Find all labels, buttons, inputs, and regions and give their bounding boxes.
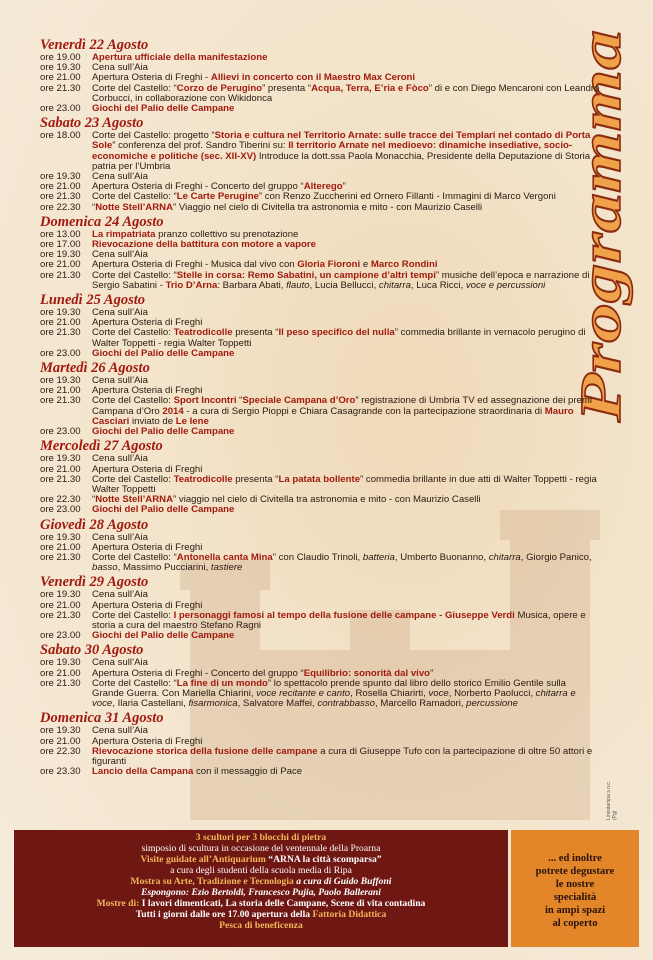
event-row xyxy=(40,131,600,172)
footer-right-line: al coperto xyxy=(552,918,598,929)
text-segment: ” commedia brillante in due atti di Walter Toppetti - regia Walter Toppetti xyxy=(92,473,597,495)
event-row xyxy=(40,553,600,573)
event-time: ore 19.30 xyxy=(40,725,81,737)
event-time: ore 19.30 xyxy=(40,375,81,387)
footer-line xyxy=(14,898,508,909)
footer-activities xyxy=(14,830,508,947)
event-description xyxy=(92,328,600,348)
text-segment: Teatrodicolle xyxy=(173,327,233,339)
day-heading: Lunedì 25 Agosto xyxy=(40,292,146,309)
text-segment: La fine di un mondo xyxy=(176,677,268,689)
text-segment: Mostre di: xyxy=(96,898,142,909)
text-segment: ” con Renzo Zuccherini ed Ornero Fillanti - Immagini di Marco Vergoni xyxy=(258,191,556,203)
programma-text: Programma xyxy=(568,135,633,422)
event-time: ore 22.30 xyxy=(40,745,81,757)
text-segment: chitarra xyxy=(488,551,521,563)
event-time: ore 13.00 xyxy=(40,228,81,240)
text-segment: ” con Claudio Trinoli, xyxy=(272,551,363,563)
text-segment: , Giorgio Panico, xyxy=(520,551,592,563)
text-segment: chitarra xyxy=(378,279,411,291)
day-heading: Giovedì 28 Agosto xyxy=(40,516,149,533)
text-segment: La patata bollente xyxy=(278,473,361,485)
text-segment: Rievocazione della battitura con motore a vapore xyxy=(92,239,316,251)
event-row xyxy=(40,427,600,437)
text-segment: , Umberto Buonanno, xyxy=(394,551,489,563)
event-description xyxy=(92,84,600,104)
event-description xyxy=(92,553,600,573)
day-heading: Venerdì 22 Agosto xyxy=(40,37,149,53)
text-segment: Gloria Fioroni xyxy=(297,259,361,271)
event-time: ore 23.00 xyxy=(40,426,81,438)
text-segment: Giochi del Palio delle Campane xyxy=(92,426,235,438)
text-segment: Cena sull’Aia xyxy=(92,453,148,465)
text-segment: percussione xyxy=(466,698,518,710)
text-segment: Mauro Casciari xyxy=(92,405,574,427)
event-row xyxy=(40,349,600,359)
text-segment: ” lo spettacolo prende spunto dal libro dello storico Emilio Gentile sulla Grande Guerra. Con Mariella Chiarini, xyxy=(92,677,567,699)
text-segment: Apertura Osteria di Freghi xyxy=(92,317,203,329)
event-row xyxy=(40,747,600,767)
text-segment: ” viaggio nel cielo di Civitella tra astronomia e mito - con Maurizio Caselli xyxy=(173,494,481,506)
text-segment: flauto xyxy=(286,279,310,291)
event-description xyxy=(92,611,600,631)
event-time: ore 21.30 xyxy=(40,677,81,689)
text-segment: Espongono: Ezio Bertoldi, Francesco Pujia, Paolo Ballerani xyxy=(141,887,381,898)
footer-right-line: potrete degustare xyxy=(535,866,615,877)
text-segment: Giochi del Palio delle Campane xyxy=(92,103,235,115)
text-segment: Sport Incontri xyxy=(173,395,237,407)
event-time: ore 18.00 xyxy=(40,130,81,142)
footer-line xyxy=(14,843,508,854)
text-segment: Il peso specifico del nulla xyxy=(278,327,395,339)
event-description xyxy=(92,396,600,427)
text-segment: basso xyxy=(92,562,118,574)
text-segment: voce e percussioni xyxy=(465,279,546,291)
day-heading: Domenica 24 Agosto xyxy=(40,213,164,230)
text-segment: Apertura Osteria di Freghi xyxy=(92,385,203,397)
event-time: ore 19.30 xyxy=(40,453,81,465)
event-row xyxy=(40,396,600,427)
text-segment: Cena sull’Aia xyxy=(92,375,148,387)
text-segment: Marco Rondini xyxy=(370,259,438,271)
text-segment: Apertura Osteria di Freghi - Concerto del gruppo “ xyxy=(92,667,304,679)
event-row xyxy=(40,611,600,631)
event-row xyxy=(40,767,600,777)
day-heading: Mercoledì 27 Agosto xyxy=(40,438,163,455)
event-time: ore 23.00 xyxy=(40,504,81,516)
event-time: ore 21.00 xyxy=(40,259,81,271)
event-time: ore 23.00 xyxy=(40,347,81,359)
text-segment: Giochi del Palio delle Campane xyxy=(92,347,235,359)
text-segment: Apertura Osteria di Freghi xyxy=(92,735,203,747)
event-description xyxy=(92,131,600,172)
text-segment: Cena sull’Aia xyxy=(92,589,148,601)
day-heading: Venerdì 29 Agosto xyxy=(40,574,149,591)
text-segment: , Massimo Pucciarini, xyxy=(117,562,211,574)
event-time: ore 21.00 xyxy=(40,463,81,475)
event-description xyxy=(92,104,600,114)
text-segment: La rimpatriata xyxy=(92,228,156,240)
text-segment: Corzo de Perugino xyxy=(176,82,263,94)
event-row xyxy=(40,328,600,348)
text-segment: , Luca Ricci, xyxy=(410,279,466,291)
event-time: ore 23.30 xyxy=(40,766,81,778)
event-time: ore 22.30 xyxy=(40,201,81,213)
text-segment: simposio di scultura in occasione del ventennale della Proarna xyxy=(141,843,381,854)
text-segment: : Barbara Abati, xyxy=(217,279,287,291)
event-time: ore 21.00 xyxy=(40,385,81,397)
text-segment: Apertura Osteria di Freghi - Concerto del gruppo “ xyxy=(92,181,304,193)
text-segment: “ARNA la città scomparsa” xyxy=(268,854,382,865)
event-row xyxy=(40,104,600,114)
text-segment: chitarra e voce xyxy=(92,687,576,710)
event-description xyxy=(92,53,600,63)
text-segment: Corte del Castello: “ xyxy=(92,677,177,689)
text-segment: ” xyxy=(430,667,434,679)
event-time: ore 21.30 xyxy=(40,82,81,94)
event-time: ore 19.30 xyxy=(40,62,81,74)
event-time: ore 21.00 xyxy=(40,735,81,747)
text-segment: ” xyxy=(342,181,346,193)
text-segment: a cura degli studenti della scuola media di Ripa xyxy=(170,865,352,876)
event-time: ore 19.30 xyxy=(40,171,81,183)
text-segment: Giochi del Palio delle Campane xyxy=(92,630,235,642)
text-segment: con il messaggio di Pace xyxy=(193,766,303,778)
text-segment: Apertura Osteria di Freghi xyxy=(92,463,203,475)
text-segment: pranzo collettivo su prenotazione xyxy=(155,228,299,240)
event-description xyxy=(92,505,600,515)
text-segment: Musica, opere e storia a cura del maestro Stefano Ragni xyxy=(92,609,586,631)
text-segment: 3 scultori per 3 blocchi di pietra xyxy=(195,832,327,843)
text-segment: Tutti i giorni dalle ore 17.00 apertura della xyxy=(135,909,313,920)
printer-credit: Linostampa s.n.c. (Pg) xyxy=(606,780,618,820)
text-segment: Apertura Osteria di Freghi - Musica dal vivo con xyxy=(92,259,298,271)
text-segment: Storia e cultura nel Territorio Arnate: sulle tracce dei Templari nel contado di Porta Sole xyxy=(92,130,591,152)
text-segment: Apertura Osteria di Freghi xyxy=(92,541,203,553)
footer-right-line: specialità xyxy=(553,892,597,903)
text-segment: ” registrazione di Umbria TV ed assegnazione dei premi Campana d’Oro xyxy=(92,395,592,417)
event-time: ore 19.30 xyxy=(40,657,81,669)
text-segment: Cena sull’Aia xyxy=(92,657,148,669)
event-description xyxy=(92,203,600,213)
event-description xyxy=(92,427,600,437)
text-segment: Pesca di beneficenza xyxy=(219,920,303,931)
text-segment: Apertura Osteria di Freghi xyxy=(92,599,203,611)
event-row xyxy=(40,84,600,104)
event-time: ore 19.00 xyxy=(40,52,81,63)
footer-line xyxy=(14,909,508,920)
text-segment: Corte del Castello: “ xyxy=(92,82,177,94)
text-segment: Lancio della Campana xyxy=(92,766,194,778)
event-time: ore 21.00 xyxy=(40,541,81,553)
text-segment: Equilibrio: sonorità dal vivo xyxy=(303,667,431,679)
text-segment: inviato de xyxy=(129,415,176,427)
text-segment: Le Carte Perugine xyxy=(176,191,259,203)
event-time: ore 21.00 xyxy=(40,667,81,679)
event-time: ore 19.30 xyxy=(40,307,81,319)
text-segment: ” presenta “ xyxy=(262,82,312,94)
event-description xyxy=(92,679,600,710)
text-segment: Cena sull’Aia xyxy=(92,62,148,74)
text-segment: Rievocazione storica della fusione delle campane xyxy=(92,745,318,757)
event-row xyxy=(40,505,600,515)
text-segment: contrabbasso xyxy=(317,698,375,710)
text-segment: Le Iene xyxy=(175,415,209,427)
footer-right-line: le nostre xyxy=(555,879,595,890)
event-description xyxy=(92,349,600,359)
day-heading: Domenica 31 Agosto xyxy=(40,710,164,727)
text-segment: , Salvatore Maffei, xyxy=(237,698,318,710)
event-time: ore 21.30 xyxy=(40,473,81,485)
event-time: ore 21.30 xyxy=(40,551,81,563)
event-time: ore 21.00 xyxy=(40,317,81,329)
text-segment: presenta “ xyxy=(232,473,279,485)
event-description xyxy=(92,475,600,495)
text-segment: Corte del Castello: “ xyxy=(92,191,177,203)
event-time: ore 17.00 xyxy=(40,239,81,251)
text-segment: Corte del Castello: xyxy=(92,327,174,339)
event-time: ore 21.30 xyxy=(40,269,81,281)
footer-line xyxy=(14,876,508,887)
text-segment: tastiere xyxy=(210,562,243,574)
event-row xyxy=(40,679,600,710)
day-heading: Martedì 26 Agosto xyxy=(40,360,150,377)
text-segment: Speciale Campana d’Oro xyxy=(242,395,356,407)
text-segment: Il territorio Arnate nel medioevo: dinamiche insediative, socio-economiche e politiche (sec. XII-XV) xyxy=(92,140,573,162)
event-description xyxy=(92,767,600,777)
event-time: ore 21.30 xyxy=(40,191,81,203)
event-time: ore 21.00 xyxy=(40,181,81,193)
text-segment: Mostra su Arte, Tradizione e Tecnologia xyxy=(130,876,297,887)
event-description xyxy=(92,747,600,767)
day-heading: Sabato 23 Agosto xyxy=(40,115,144,132)
text-segment: , Rosella Chiarirti, xyxy=(350,687,429,699)
day-heading: Sabato 30 Agosto xyxy=(40,642,144,659)
event-row xyxy=(40,631,600,641)
event-time: ore 21.30 xyxy=(40,609,81,621)
text-segment: voce xyxy=(428,687,449,699)
schedule xyxy=(40,36,600,777)
text-segment: , Norberto Paolucci, xyxy=(448,687,536,699)
text-segment: e xyxy=(360,259,371,271)
footer-line xyxy=(14,887,508,898)
event-row xyxy=(40,203,600,213)
footer xyxy=(14,830,639,947)
text-segment: “ xyxy=(92,494,96,506)
event-description xyxy=(92,240,600,250)
text-segment: Teatrodicolle xyxy=(173,473,233,485)
text-segment: “ xyxy=(92,201,96,213)
text-segment: Notte Stell’ARNA xyxy=(95,494,174,506)
text-segment: Alterego xyxy=(303,181,343,193)
text-segment: Allievi in concerto con il Maestro Max Ceroni xyxy=(210,72,416,84)
text-segment: Corte del Castello: progetto “ xyxy=(92,130,215,142)
text-segment: Trio D’Arna xyxy=(165,279,218,291)
text-segment: ” Viaggio nel cielo di Civitella tra astronomia e mito - con Maurizio Caselli xyxy=(173,201,483,213)
text-segment: I personaggi famosi al tempo della fusione delle campane - Giuseppe Verdi xyxy=(173,609,515,621)
text-segment: Notte Stell’ARNA xyxy=(95,201,174,213)
event-time: ore 22.30 xyxy=(40,494,81,506)
event-description xyxy=(92,271,600,291)
text-segment: ” musiche dell’epoca e narrazione di Sergio Sabatini - xyxy=(92,269,590,291)
footer-right-line: in ampi spazi xyxy=(544,905,606,916)
text-segment: a cura di Guido Buffoni xyxy=(296,876,392,887)
text-segment: Visite guidate all’Antiquarium xyxy=(140,854,269,865)
footer-line xyxy=(14,832,508,843)
text-segment: Cena sull’Aia xyxy=(92,171,148,183)
text-segment: Stelle in corsa: Remo Sabatini, un campione d’altri tempi xyxy=(176,269,436,281)
text-segment: Cena sull’Aia xyxy=(92,307,148,319)
text-segment: Corte del Castello: xyxy=(92,609,174,621)
text-segment: “ xyxy=(236,395,243,407)
event-description xyxy=(92,631,600,641)
event-time: ore 19.30 xyxy=(40,249,81,261)
text-segment: Antonella canta Mina xyxy=(176,551,273,563)
text-segment: ” commedia brillante in vernacolo perugino di Walter Toppetti - regia Walter Toppetti xyxy=(92,327,586,349)
text-segment: Corte del Castello: “ xyxy=(92,269,177,281)
text-segment: a cura di Giuseppe Tufo con la partecipazione di oltre 50 attori e figuranti xyxy=(92,745,593,767)
text-segment: Apertura Osteria di Freghi - xyxy=(92,72,211,84)
event-time: ore 21.30 xyxy=(40,395,81,407)
text-segment: Cena sull’Aia xyxy=(92,249,148,261)
text-segment: Corte del Castello: “ xyxy=(92,551,177,563)
event-time: ore 23.00 xyxy=(40,630,81,642)
text-segment: Cena sull’Aia xyxy=(92,725,148,737)
text-segment: Corte del Castello: xyxy=(92,473,174,485)
event-time: ore 19.30 xyxy=(40,531,81,543)
text-segment: presenta “ xyxy=(232,327,279,339)
text-segment: Acqua, Terra, E’ria e Fòco xyxy=(311,82,429,94)
text-segment: fisarmonica xyxy=(188,698,238,710)
event-time: ore 19.30 xyxy=(40,589,81,601)
event-time: ore 21.30 xyxy=(40,327,81,339)
text-segment: Cena sull’Aia xyxy=(92,531,148,543)
footer-specialties xyxy=(511,830,639,947)
event-time: ore 21.00 xyxy=(40,599,81,611)
text-segment: 2014 xyxy=(162,405,184,417)
text-segment: ” di e con Diego Mencaroni con Leandro Corbucci, in collaborazione con Wikidonca xyxy=(92,82,600,104)
text-segment: batteria xyxy=(362,551,395,563)
text-segment: - a cura di Sergio Pioppi e Chiara Casagrande con la partecipazione straordinaria di xyxy=(183,405,545,417)
footer-line xyxy=(14,854,508,865)
event-row xyxy=(40,475,600,495)
text-segment: Introduce la dott.ssa Paola Monacchia, Presidente della Deputazione di Storia patria per l’Umbria xyxy=(92,150,591,172)
text-segment: Corte del Castello: xyxy=(92,395,174,407)
footer-line xyxy=(14,920,508,931)
text-segment: ” conferenza del prof. Sandro Tiberini su: xyxy=(112,140,289,152)
event-row xyxy=(40,271,600,291)
text-segment: Apertura ufficiale della manifestazione xyxy=(92,52,268,63)
text-segment: Giochi del Palio delle Campane xyxy=(92,504,235,516)
text-segment: , Marcello Ramadori, xyxy=(375,698,467,710)
text-segment: voce recitante e canto xyxy=(256,687,351,699)
text-segment: , Lucia Bellucci, xyxy=(309,279,379,291)
footer-line xyxy=(14,865,508,876)
event-time: ore 21.00 xyxy=(40,72,81,84)
footer-right-line: ... ed inoltre xyxy=(548,853,602,864)
text-segment: Fattoria Didattica xyxy=(312,909,387,920)
event-time: ore 23.00 xyxy=(40,103,81,115)
text-segment: I lavori dimenticati, La storia delle Campane, Scene di vita contadina xyxy=(141,898,426,909)
text-segment: , Ilaria Castellani, xyxy=(112,698,189,710)
